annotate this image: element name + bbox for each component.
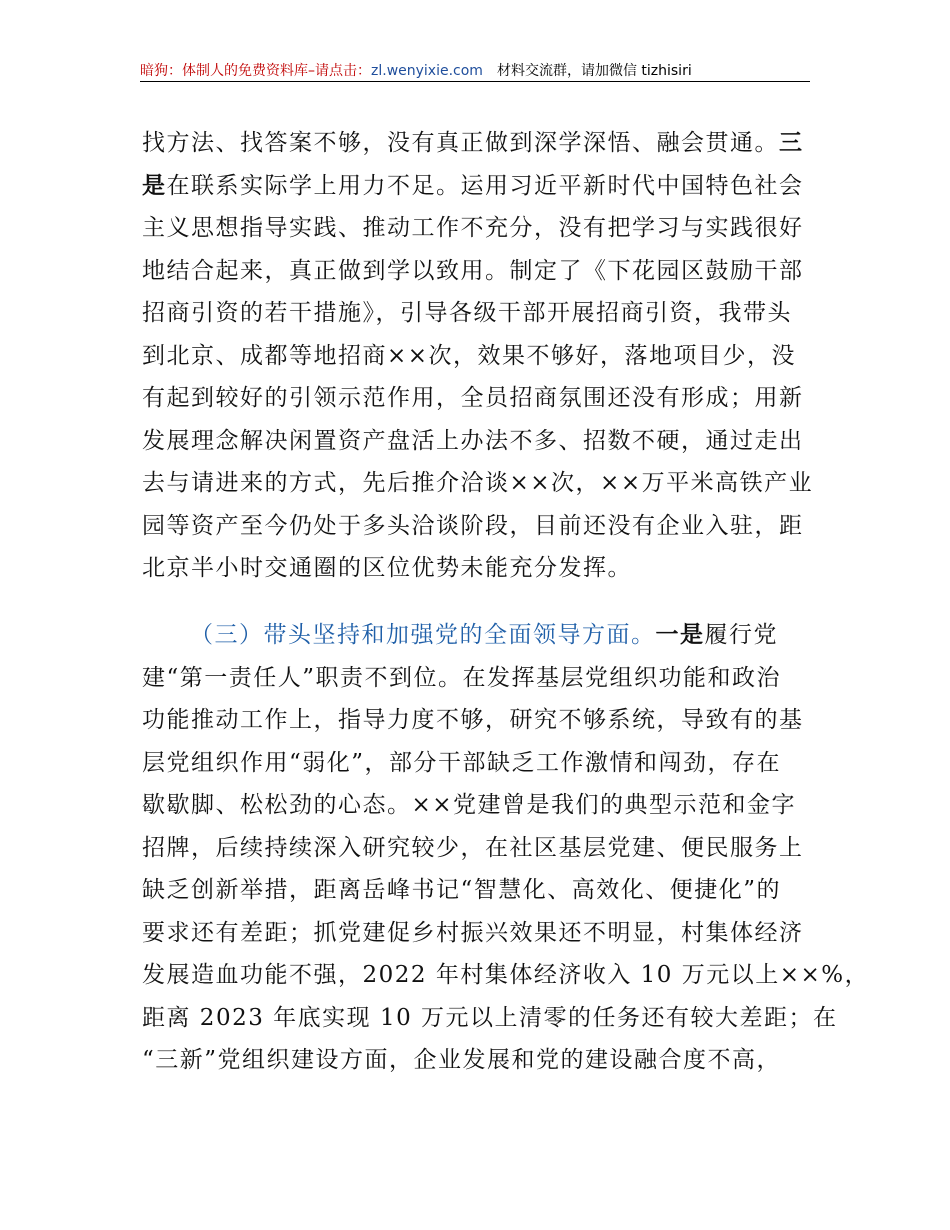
text-line: 要求还有差距；抓党建促乡村振兴效果还不明显，村集体经济 [142,919,804,946]
text-line: 招商引资的若干措施》，引导各级干部开展招商引资，我带头 [142,300,792,326]
section-heading: （三）带头坚持和加强党的全面领导方面。 [190,622,656,648]
text-line: 主义思想指导实践、推动工作不充分，没有把学习与实践很好 [142,215,804,241]
header-wechat-group: 材料交流群，请加微信 tizhisiri [496,63,692,79]
text-run: 找方法、找答案不够，没有真正做到深学深悟、融会贯通。 [142,130,779,156]
text-line: 有起到较好的引领示范作用，全员招商氛围还没有形成；用新 [142,385,804,411]
bold-marker: 一是 [655,621,705,648]
paragraph-2 [142,614,870,1082]
text-line: 缺乏创新举措，距离岳峰书记“智慧化、高效化、便捷化”的 [142,877,782,903]
text-run: 在联系实际学上用力不足。运用习近平新时代中国特色社会 [166,172,804,199]
text-line: 发展造血功能不强，2022 年村集体经济收入 10 万元以上××%， [142,962,870,988]
text-line: 北京半小时交通圈的区位优势未能充分发挥。 [142,555,632,581]
text-line: 园等资产至今仍处于多头洽谈阶段，目前还没有企业入驻，距 [142,512,804,539]
text-line [142,165,817,208]
text-line: 歇歇脚、松松劲的心态。××党建曾是我们的典型示范和金字 [142,792,797,818]
header-divider [140,81,810,82]
page-header [140,60,810,82]
text-run: 履行党 [704,622,778,648]
header-url-link[interactable]: zl.wenyixie.com [371,63,483,79]
text-line: 到北京、成都等地招商××次，效果不够好，落地项目少，没 [142,342,797,369]
text-line: 层党组织作用“弱化”，部分干部缺乏工作激情和闯劲，存在 [142,749,782,776]
text-line: 招牌，后续持续深入研究较少，在社区基层党建、便民服务上 [142,834,804,861]
text-line: 建“第一责任人”职责不到位。在发挥基层党组织功能和政治 [142,664,782,691]
text-line: 发展理念解决闲置资产盘活上办法不多、招数不硬，通过走出 [142,427,804,454]
text-line: 地结合起来，真正做到学以致用。制定了《下花园区鼓励干部 [142,257,804,284]
text-line: 距离 2023 年底实现 10 万元以上清零的任务还有较大差距；在 [142,1004,838,1031]
header-click-prompt: –请点击： [308,63,371,79]
text-line: 功能推动工作上，指导力度不够，研究不够系统，导致有的基 [142,707,804,733]
text-line: “三新”党组织建设方面，企业发展和党的建设融合度不高， [142,1047,782,1073]
header-brand: 暗狗：体制人的免费资料库 [140,63,308,79]
bold-marker: 三 [779,129,804,156]
paragraph-1 [142,122,817,590]
text-line [142,122,817,165]
text-line: 去与请进来的方式，先后推介洽谈××次，××万平米高铁产业 [142,470,814,496]
bold-marker: 是 [142,171,167,199]
text-line [142,614,817,657]
